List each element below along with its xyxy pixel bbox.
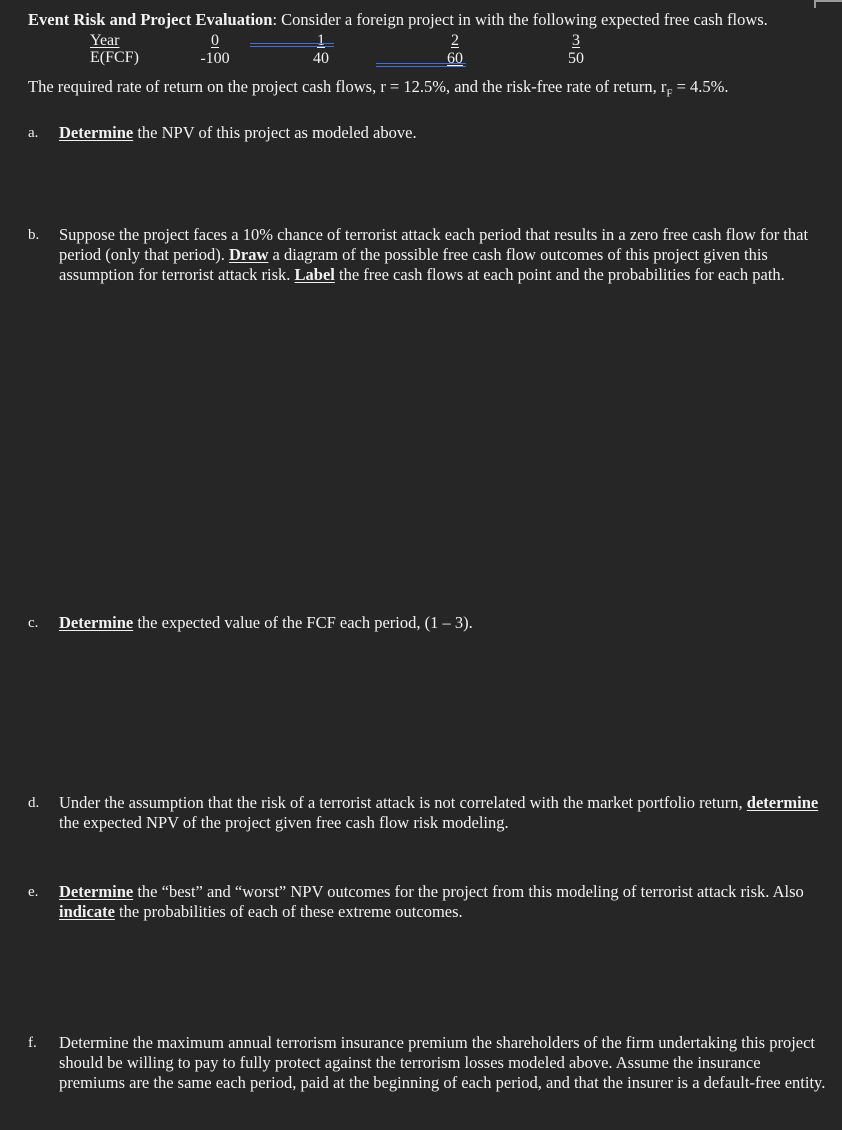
question-label: b. — [28, 227, 40, 243]
question-label: c. — [28, 615, 39, 631]
question-text: Under the assumption that the risk of a terrorist attack is not correlated with the market portfolio return, — [59, 793, 747, 812]
rates-line — [28, 77, 729, 103]
window-corner-decoration — [814, 0, 842, 8]
intro-text: : Consider a foreign project in with the following expected free cash flows. — [272, 10, 768, 29]
question-verb: Draw — [229, 245, 269, 264]
table-year-3: 3 — [572, 32, 580, 49]
intro-line — [28, 10, 768, 29]
question-verb: determine — [746, 793, 819, 812]
revision-mark-line — [376, 63, 466, 67]
intro-title: Event Risk and Project Evaluation — [28, 10, 273, 29]
table-year-2: 2 — [451, 32, 459, 49]
question-verb: Determine — [59, 613, 134, 632]
table-year-1: 1 — [317, 32, 325, 49]
rates-subscript: F — [666, 87, 673, 100]
question-text: the NPV of this project as modeled above. — [133, 123, 417, 142]
table-fcf-3: 50 — [568, 50, 584, 67]
question-label: d. — [28, 795, 40, 811]
question-label: e. — [28, 884, 39, 900]
question-verb: Determine — [59, 123, 134, 142]
question-label: f. — [28, 1035, 37, 1051]
question-text: Suppose the project faces a 10% chance of terrorist attack each period that results in a zero free cash flow for that period (only that period). — [59, 225, 809, 264]
question-text: Determine the maximum annual terrorism insurance premium the shareholders of the firm undertaking this project should be willing to pay to fully protect against the terrorism losses modeled above. Assume the insurance premiums are the same each period, paid at the beginning of each period, and that the insurer is a default-free entity. — [59, 1033, 826, 1092]
table-fcf-0: -100 — [200, 50, 230, 67]
question-verb: indicate — [59, 902, 115, 921]
question-text: the expected value of the FCF each period, (1 – 3). — [133, 613, 473, 632]
question-text: the free cash flows at each point and the probabilities for each path. — [334, 265, 785, 284]
rates-text-b: = 4.5%. — [672, 77, 729, 96]
revision-mark-line — [250, 43, 334, 47]
table-fcf-1: 40 — [313, 50, 329, 67]
question-text: the probabilities of each of these extreme outcomes. — [114, 902, 463, 921]
table-row-label-year: Year — [90, 32, 120, 49]
question-verb: Determine — [59, 882, 134, 901]
question-text: a diagram of the possible free cash flow outcomes of this project given this assumption for terrorist attack risk. — [59, 245, 768, 284]
question-text: the expected NPV of the project given free cash flow risk modeling. — [59, 813, 509, 832]
question-text: the “best” and “worst” NPV outcomes for the project from this modeling of terrorist attack risk. Also — [133, 882, 804, 901]
rates-text-a: The required rate of return on the project cash flows, r = 12.5%, and the risk-free rate of return, r — [28, 77, 667, 96]
table-fcf-2: 60 — [447, 50, 463, 67]
table-row-label-fcf: E(FCF) — [90, 49, 139, 66]
table-year-0: 0 — [211, 32, 219, 49]
question-label: a. — [28, 125, 39, 141]
question-verb: Label — [294, 265, 335, 284]
